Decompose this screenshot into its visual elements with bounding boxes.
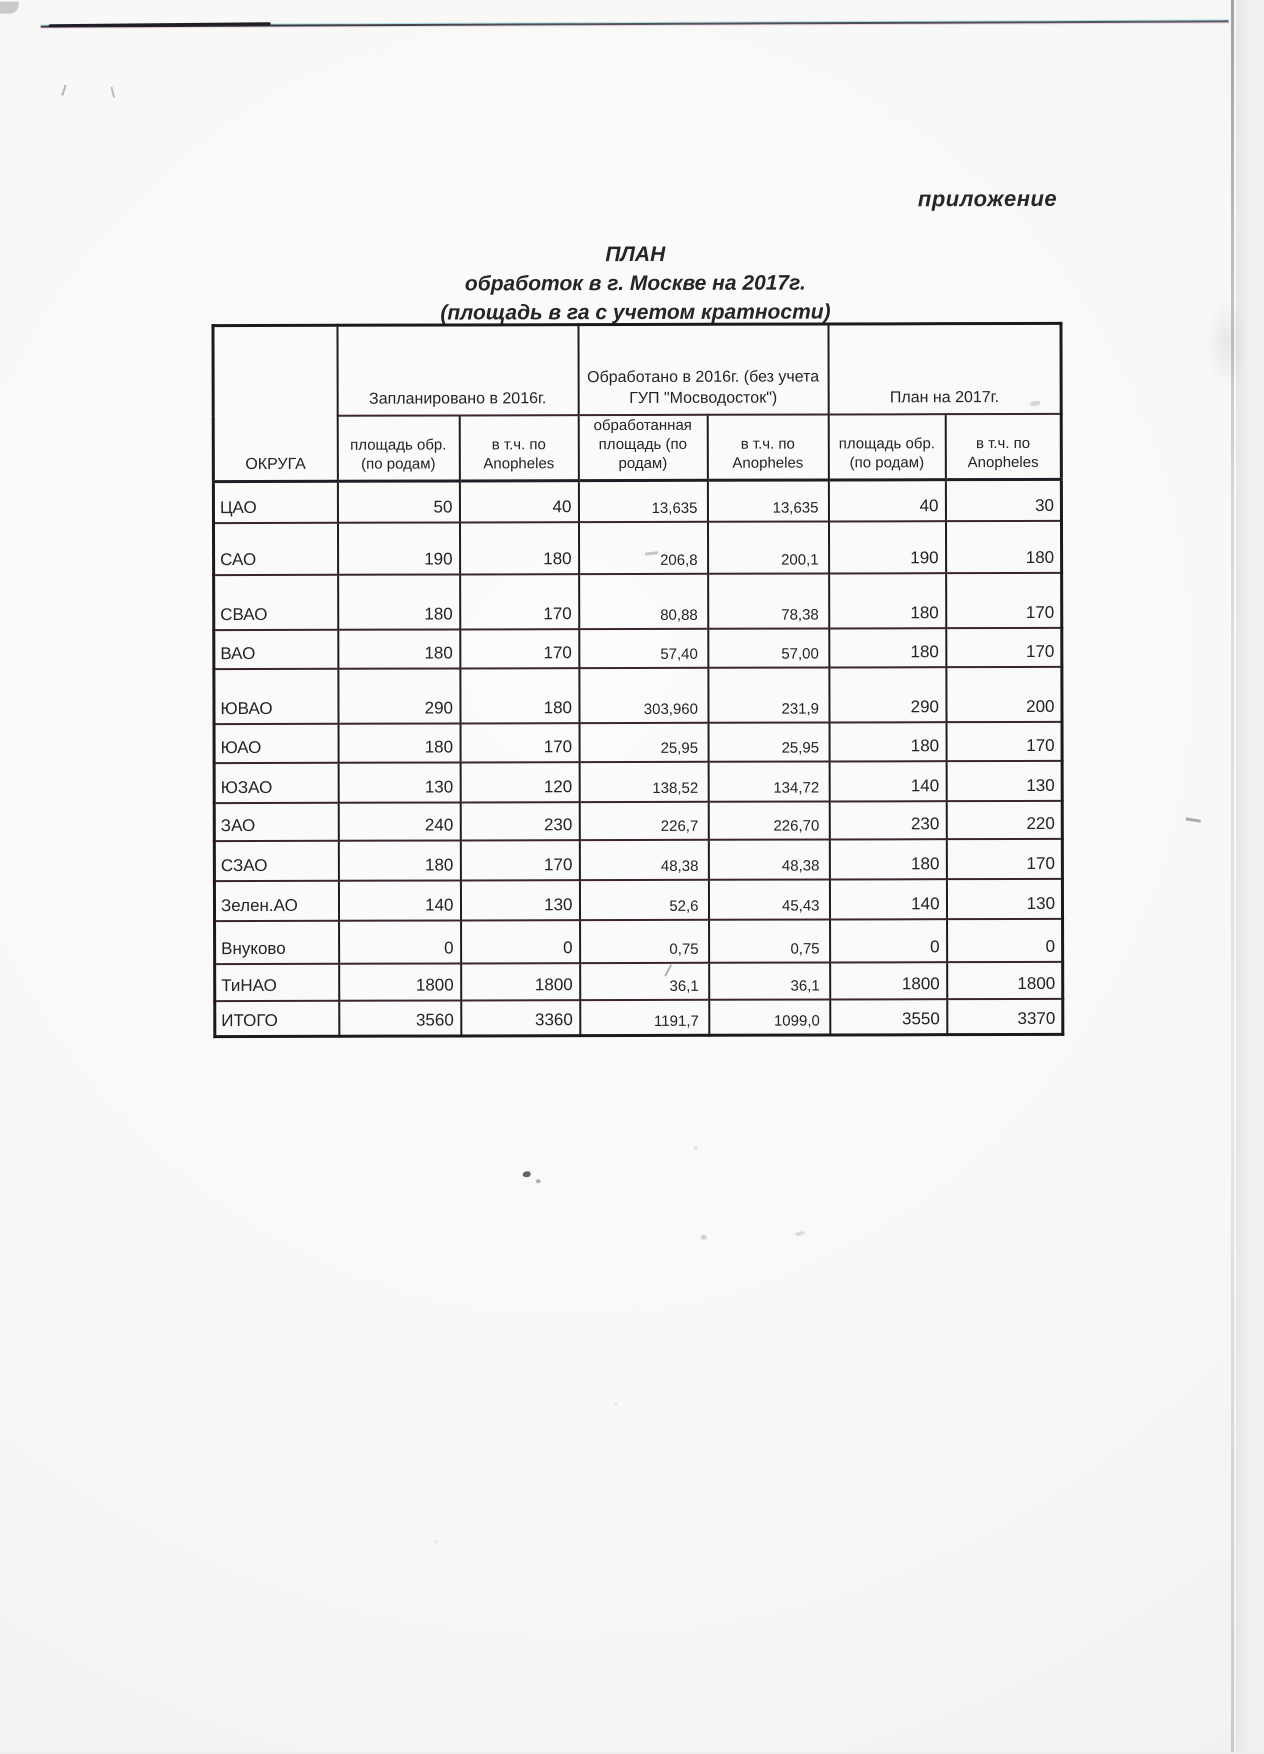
document-subtitle: обработок в г. Москве на 2017г. (464, 271, 806, 296)
value-cell: 50 (337, 480, 459, 522)
scan-artifact (1205, 298, 1247, 388)
value-cell: 1800 (830, 962, 947, 999)
value-cell: 3370 (947, 999, 1063, 1034)
value-cell: 138,52 (579, 762, 708, 802)
value-cell: 303,960 (579, 668, 708, 723)
value-cell: 3550 (830, 999, 947, 1034)
district-label: ЮВАО (214, 669, 338, 724)
subheader-planned-anopheles: в т.ч. по Anopheles (459, 415, 578, 481)
value-cell: 180 (946, 521, 1062, 573)
scan-artifact (0, 2, 19, 14)
value-cell: 36,1 (709, 962, 830, 999)
district-label: ЮАО (214, 724, 338, 763)
scan-artifact (106, 87, 115, 99)
value-cell: 40 (459, 480, 578, 522)
value-cell: 130 (338, 762, 460, 802)
value-cell: 48,38 (708, 839, 829, 879)
subheader-planned-area: площадь обр. (по родам) (337, 415, 459, 481)
district-label: ТиНАО (215, 964, 339, 1001)
table-row (213, 521, 1061, 575)
subheader-treated-anopheles: в т.ч. по Anopheles (707, 414, 828, 480)
value-cell: 52,6 (579, 880, 708, 920)
value-cell: 0 (461, 920, 580, 963)
value-cell: 130 (460, 880, 579, 920)
value-cell: 1800 (947, 962, 1063, 999)
document-title-block (211, 239, 1059, 328)
group-header-treated-2016: Обработано в 2016г. (без учета ГУП "Мосводосток") (578, 324, 828, 415)
value-cell: 80,88 (579, 574, 708, 629)
scan-artifact (536, 1179, 541, 1183)
table-row (214, 839, 1062, 881)
table-row (214, 801, 1062, 841)
district-label: СЗАО (214, 841, 338, 881)
value-cell: 180 (338, 574, 460, 629)
value-cell: 130 (946, 761, 1062, 801)
value-cell: 0,75 (580, 920, 709, 963)
table-row (214, 573, 1062, 630)
table-row (214, 879, 1062, 921)
table-row (214, 667, 1062, 724)
value-cell: 3360 (461, 1000, 580, 1035)
value-cell: 140 (829, 761, 946, 801)
value-cell: 170 (946, 628, 1062, 667)
value-cell: 78,38 (708, 573, 829, 628)
value-cell: 240 (338, 802, 460, 840)
value-cell: 180 (829, 722, 946, 761)
value-cell: 206,8 (579, 522, 708, 574)
value-cell: 170 (946, 573, 1062, 628)
table-row (215, 962, 1063, 1001)
district-label: САО (213, 523, 337, 575)
group-header-plan-2017: План на 2017г. (828, 323, 1061, 414)
table-row-total (215, 999, 1063, 1036)
value-cell: 190 (337, 522, 459, 574)
value-cell: 25,95 (708, 722, 829, 761)
value-cell: 200 (946, 667, 1062, 722)
value-cell: 3560 (339, 1000, 461, 1035)
value-cell: 130 (946, 879, 1062, 919)
value-cell: 1800 (461, 963, 580, 1000)
value-cell: 180 (829, 628, 946, 667)
value-cell: 120 (460, 762, 579, 802)
value-cell: 170 (946, 722, 1062, 761)
value-cell: 180 (338, 840, 460, 880)
value-cell: 57,00 (708, 628, 829, 667)
district-label: СВАО (214, 575, 338, 630)
district-label: ВАО (214, 630, 338, 669)
value-cell: 170 (946, 839, 1062, 879)
value-cell: 48,38 (579, 840, 708, 880)
value-cell: 57,40 (579, 629, 708, 668)
annotation-label: приложение (917, 185, 1058, 212)
scan-artifact (614, 1402, 617, 1405)
value-cell: 290 (338, 668, 460, 723)
table-row (214, 722, 1062, 763)
document-note: (площадь в га с учетом кратности) (440, 300, 831, 325)
value-cell: 13,635 (707, 479, 828, 521)
value-cell: 1099,0 (709, 999, 830, 1034)
value-cell: 231,9 (708, 667, 829, 722)
value-cell: 170 (460, 629, 579, 668)
value-cell: 170 (460, 574, 579, 629)
value-cell: 180 (459, 522, 578, 574)
scan-artifact (523, 1171, 531, 1177)
group-header-row (213, 323, 1061, 415)
value-cell: 0 (339, 920, 461, 963)
district-label: Внуково (215, 921, 339, 964)
column-header-okruga: ОКРУГА (213, 325, 337, 481)
value-cell: 1800 (339, 963, 461, 1000)
value-cell: 226,7 (579, 802, 708, 840)
value-cell: 170 (460, 840, 579, 880)
value-cell: 36,1 (580, 963, 709, 1000)
value-cell: 0 (830, 919, 947, 962)
value-cell: 180 (460, 668, 579, 723)
sub-header-row (213, 413, 1061, 481)
value-cell: 13,635 (578, 480, 707, 522)
value-cell: 134,72 (708, 761, 829, 801)
scan-artifact (435, 1541, 438, 1544)
document-title: ПЛАН (605, 242, 666, 267)
scan-artifact (1186, 817, 1201, 822)
value-cell: 40 (828, 479, 945, 521)
value-cell: 190 (829, 521, 946, 573)
value-cell: 140 (338, 880, 460, 920)
value-cell: 180 (829, 839, 946, 879)
district-label: ЮЗАО (214, 763, 338, 803)
scan-artifact (701, 1235, 707, 1240)
value-cell: 140 (829, 879, 946, 919)
group-header-planned-2016: Запланировано в 2016г. (337, 325, 578, 416)
scan-artifact (61, 85, 71, 98)
value-cell: 200,1 (708, 521, 829, 573)
subheader-treated-area: обработанная площадь (по родам) (578, 414, 707, 480)
value-cell: 220 (946, 801, 1062, 839)
subheader-plan-anopheles: в т.ч. по Anopheles (945, 413, 1061, 479)
district-label: ИТОГО (215, 1001, 339, 1036)
table-row (214, 628, 1062, 669)
subheader-plan-area: площадь обр. (по родам) (828, 414, 945, 480)
district-label: ЦАО (213, 481, 337, 523)
table-row (215, 919, 1063, 964)
value-cell: 0 (947, 919, 1063, 962)
value-cell: 230 (460, 802, 579, 840)
value-cell: 170 (460, 723, 579, 762)
table-row (214, 761, 1062, 803)
value-cell: 230 (829, 801, 946, 839)
district-label: Зелен.АО (214, 881, 338, 921)
scan-artifact (795, 1231, 806, 1237)
scan-artifact (694, 1146, 698, 1150)
value-cell: 30 (945, 479, 1061, 521)
value-cell: 0,75 (709, 919, 830, 962)
value-cell: 180 (829, 573, 946, 628)
value-cell: 180 (338, 629, 460, 668)
value-cell: 45,43 (708, 879, 829, 919)
value-cell: 180 (338, 723, 460, 762)
value-cell: 290 (829, 667, 946, 722)
value-cell: 226,70 (708, 801, 829, 839)
value-cell: 1191,7 (580, 1000, 709, 1035)
table-row (213, 479, 1061, 523)
treatment-plan-table (211, 322, 1064, 1038)
value-cell: 25,95 (579, 723, 708, 762)
district-label: ЗАО (214, 803, 338, 841)
